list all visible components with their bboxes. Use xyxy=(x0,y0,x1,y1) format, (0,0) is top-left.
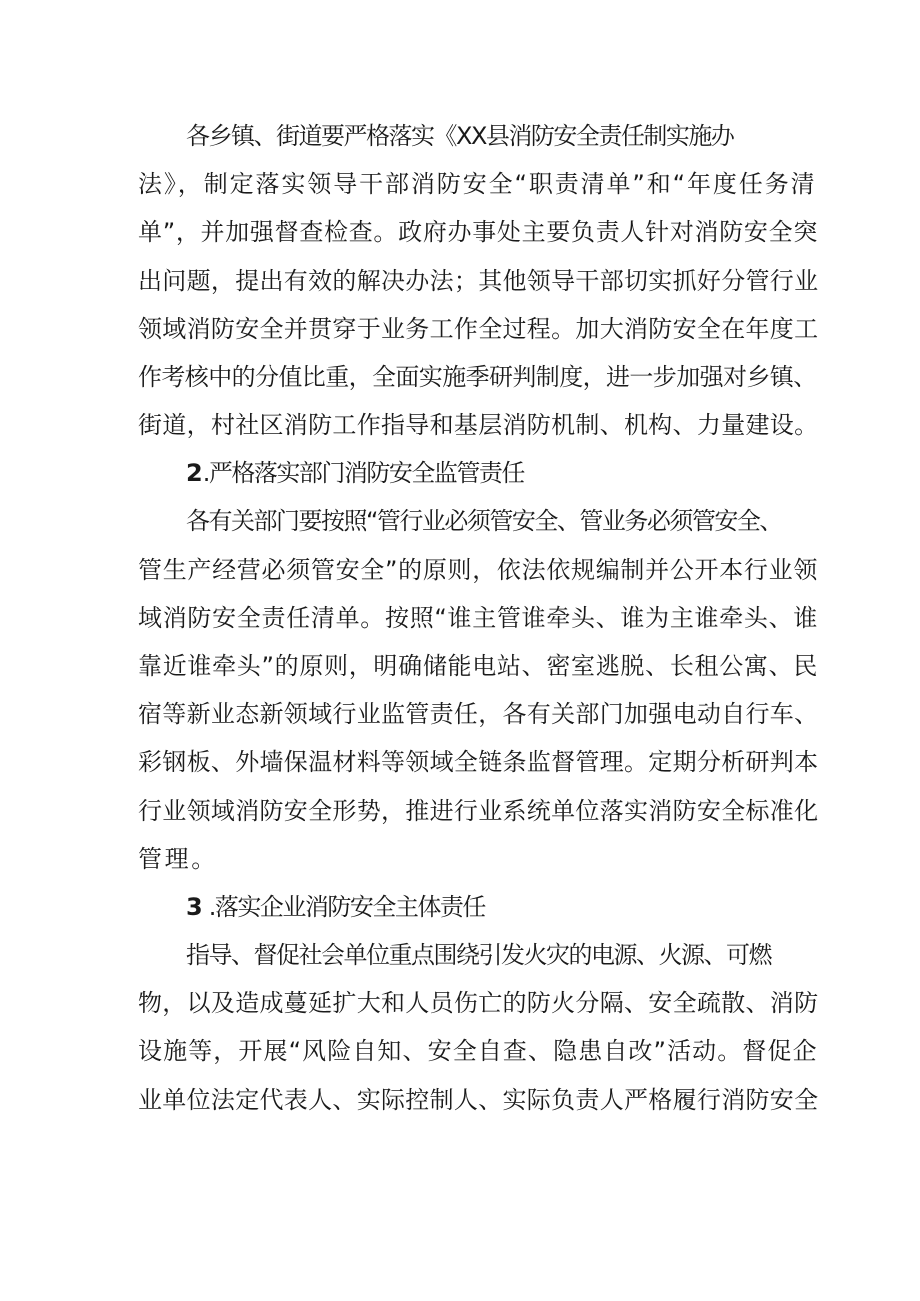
paragraph-line: 出问题，提出有效的解决办法；其他领导干部切实抓好分管行业 xyxy=(138,267,819,295)
paragraph-line: 管理。 xyxy=(138,845,218,873)
paragraph-line: 靠近谁牵头”的原则，明确储能电站、密室逃脱、长租公寓、民 xyxy=(138,652,819,680)
heading-number: 2 xyxy=(186,459,203,487)
heading-number: 3 xyxy=(186,893,209,921)
section-heading-3 xyxy=(186,887,866,927)
paragraph-line: 域消防安全责任清单。按照“谁主管谁牵头、谁为主谁牵头、谁 xyxy=(138,604,819,632)
paragraph-line: 街道，村社区消防工作指导和基层消防机制、机构、力量建设。 xyxy=(138,411,819,439)
paragraph-line: 指导、督促社会单位重点围绕引发火灾的电源、火源、可燃 xyxy=(186,941,771,969)
paragraph-line: 各乡镇、街道要严格落实《XX县消防安全责任制实施办 xyxy=(186,122,734,150)
paragraph-line: 宿等新业态新领域行业监管责任，各有关部门加强电动自行车、 xyxy=(138,700,819,728)
heading-text: .落实企业消防安全主体责任 xyxy=(208,893,485,921)
paragraph-line: 法》，制定落实领导干部消防安全“职责清单”和“年度任务清 xyxy=(138,170,817,198)
paragraph-line: 物，以及造成蔓延扩大和人员伤亡的防火分隔、安全疏散、消防 xyxy=(138,989,819,1017)
paragraph-line: 业单位法定代表人、实际控制人、实际负责人严格履行消防安全 xyxy=(138,1086,819,1114)
paragraph-line: 领域消防安全并贯穿于业务工作全过程。加大消防安全在年度工 xyxy=(138,315,819,343)
paragraph-line: 行业领域消防安全形势，推进行业系统单位落实消防安全标准化 xyxy=(138,797,819,825)
paragraph-line: 单”，并加强督查检查。政府办事处主要负责人针对消防安全突 xyxy=(138,218,819,246)
paragraph-line: 各有关部门要按照“管行业必须管安全、管业务必须管安全、 xyxy=(186,507,782,535)
paragraph-line: 彩钢板、外墙保温材料等领域全链条监督管理。定期分析研判本 xyxy=(138,748,819,776)
paragraph-line: 作考核中的分值比重，全面实施季研判制度，进一步加强对乡镇、 xyxy=(138,363,817,391)
section-heading-2 xyxy=(186,453,866,493)
heading-text: .严格落实部门消防安全监管责任 xyxy=(202,459,524,487)
paragraph-line: 设施等，开展“风险自知、安全自查、隐患自改”活动。督促企 xyxy=(138,1037,818,1065)
paragraph-line: 管生产经营必须管安全”的原则，依法依规编制并公开本行业领 xyxy=(138,556,819,584)
